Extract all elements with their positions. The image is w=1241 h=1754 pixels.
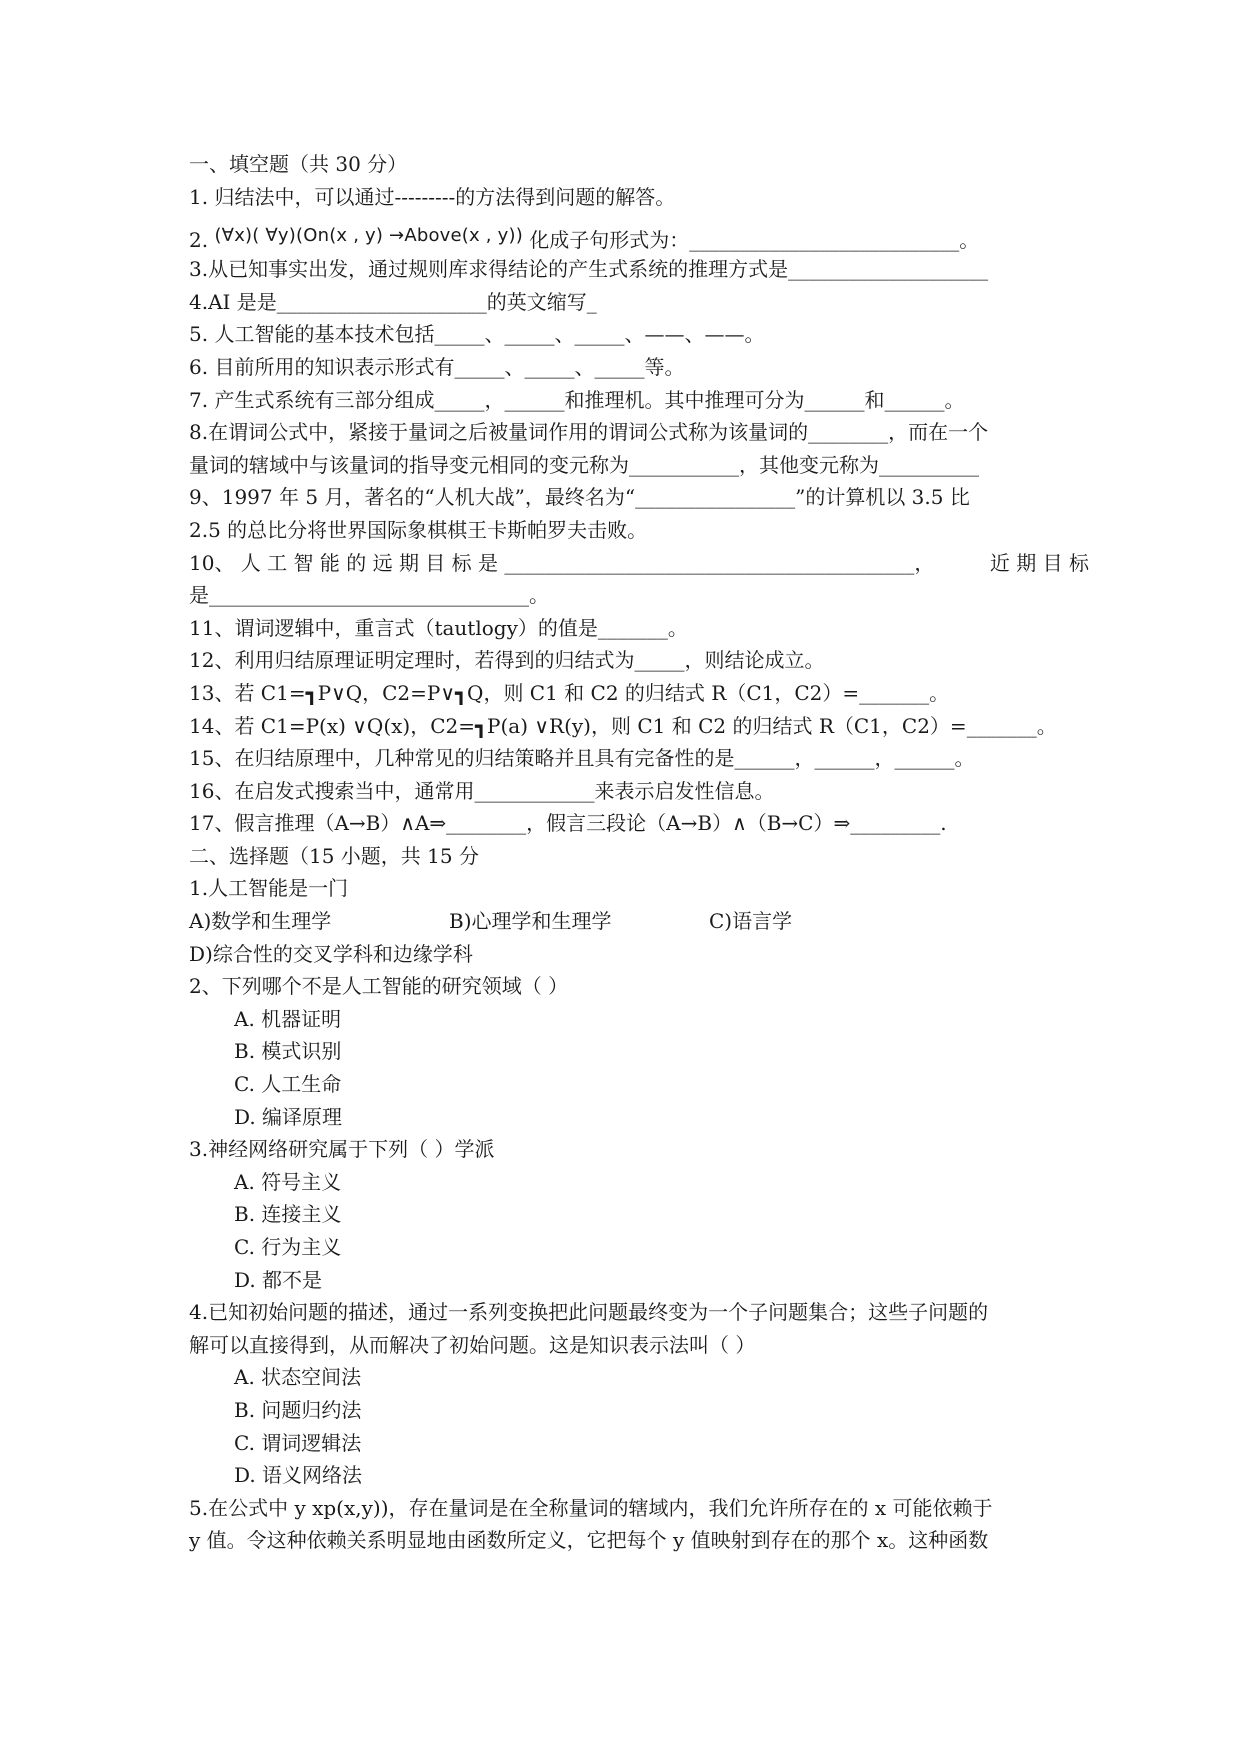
choice-4-option-d: D. 语义网络法 bbox=[234, 1463, 363, 1488]
choice-3-option-b: B. 连接主义 bbox=[234, 1202, 342, 1227]
choice-4-option-a: A. 状态空间法 bbox=[234, 1365, 362, 1390]
choice-2-option-d: D. 编译原理 bbox=[234, 1104, 343, 1129]
question-10-part-a: 10、 人 工 智 能 的 远 期 目 标 是 _________________________________________， bbox=[189, 550, 935, 575]
question-2-number: 2. bbox=[189, 228, 215, 253]
question-11: 11、谓词逻辑中，重言式（tautlogy）的值是_______。 bbox=[189, 615, 688, 640]
question-7: 7. 产生式系统有三部分组成_____，______和推理机。其中推理可分为______和______。 bbox=[189, 387, 965, 412]
question-5: 5. 人工智能的基本技术包括_____、_____、_____、——、——。 bbox=[189, 322, 765, 347]
choice-5-question-line-1: 5.在公式中 y xp(x,y))，存在量词是在全称量词的辖域内，我们允许所存在的 x 可能依赖于 bbox=[189, 1495, 993, 1520]
choice-4-option-c: C. 谓词逻辑法 bbox=[234, 1430, 362, 1455]
document-page bbox=[189, 148, 1089, 1557]
choice-1-option-d: D)综合性的交叉学科和边缘学科 bbox=[189, 941, 473, 966]
choice-1-question: 1.人工智能是一门 bbox=[189, 876, 349, 901]
question-9-line-1: 9、1997 年 5 月，著名的“人机大战”，最终名为“________________”的计算机以 3.5 比 bbox=[189, 485, 970, 510]
choice-3-option-a: A. 符号主义 bbox=[234, 1169, 342, 1194]
choice-3-option-d: D. 都不是 bbox=[234, 1267, 323, 1292]
choice-2-option-c: C. 人工生命 bbox=[234, 1072, 342, 1097]
question-2-text: 化成子句形式为：___________________________。 bbox=[529, 228, 980, 253]
section-title-fill-in: 一、填空题（共 30 分） bbox=[189, 152, 408, 176]
question-9-line-2: 2.5 的总比分将世界国际象棋棋王卡斯帕罗夫击败。 bbox=[189, 517, 648, 542]
choice-1-option-a: A)数学和生理学 bbox=[189, 909, 332, 934]
question-1: 1. 归结法中，可以通过---------的方法得到问题的解答。 bbox=[189, 184, 676, 209]
choice-5-question-line-2: y 值。令这种依赖关系明显地由函数所定义，它把每个 y 值映射到存在的那个 x。这种函数 bbox=[189, 1528, 989, 1553]
question-13: 13、若 C1=┓P∨Q，C2=P∨┓Q，则 C1 和 C2 的归结式 R（C1，C2）=_______。 bbox=[189, 680, 950, 705]
choice-2-option-a: A. 机器证明 bbox=[234, 1006, 342, 1031]
question-8-line-2: 量词的辖域中与该量词的指导变元相同的变元称为___________，其他变元称为__________ bbox=[189, 452, 979, 477]
choice-1-option-b: B)心理学和生理学 bbox=[449, 909, 612, 934]
choice-3-question: 3.神经网络研究属于下列（ ）学派 bbox=[189, 1137, 495, 1162]
choice-4-question-line-2: 解可以直接得到，从而解决了初始问题。这是知识表示法叫（ ） bbox=[189, 1332, 756, 1357]
question-14: 14、若 C1=P(x) ∨Q(x)，C2=┓P(a) ∨R(y)，则 C1 和 C2 的归结式 R（C1，C2）=_______。 bbox=[189, 713, 1057, 738]
choice-4-option-b: B. 问题归约法 bbox=[234, 1397, 362, 1422]
choice-1-option-c: C)语言学 bbox=[709, 909, 793, 934]
choice-3-option-c: C. 行为主义 bbox=[234, 1235, 342, 1259]
question-4: 4.AI 是是_____________________的英文缩写_ bbox=[189, 289, 597, 314]
question-10-line-1 bbox=[189, 547, 1089, 580]
question-2-formula: (∀x)( ∀y)(On(x , y) →Above(x , y)) bbox=[214, 225, 523, 247]
question-6: 6. 目前所用的知识表示形式有_____、_____、_____等。 bbox=[189, 354, 685, 379]
question-16: 16、在启发式搜索当中，通常用____________来表示启发性信息。 bbox=[189, 778, 775, 803]
question-17: 17、假言推理（A→B）∧A⇒________，假言三段论（A→B）∧（B→C）⇒_________. bbox=[189, 811, 947, 836]
choice-1-options bbox=[189, 905, 1089, 938]
question-8-line-1: 8.在谓词公式中，紧接于量词之后被量词作用的谓词公式称为该量词的________，而在一个 bbox=[189, 420, 989, 445]
question-3: 3.从已知事实出发，通过规则库求得结论的产生式系统的推理方式是____________________ bbox=[189, 257, 989, 282]
choice-2-option-b: B. 模式识别 bbox=[234, 1039, 342, 1064]
question-12: 12、利用归结原理证明定理时，若得到的归结式为_____，则结论成立。 bbox=[189, 648, 825, 673]
question-2 bbox=[189, 213, 1089, 253]
choice-2-question: 2、下列哪个不是人工智能的研究领域（ ） bbox=[189, 974, 569, 999]
section-title-choice: 二、选择题（15 小题，共 15 分 bbox=[189, 843, 479, 868]
question-15: 15、在归结原理中，几种常见的归结策略并且具有完备性的是______，______，______。 bbox=[189, 746, 975, 771]
question-10-part-b: 近 期 目 标 bbox=[989, 550, 1089, 575]
choice-4-question-line-1: 4.已知初始问题的描述，通过一系列变换把此问题最终变为一个子问题集合；这些子问题的 bbox=[189, 1300, 989, 1325]
question-10-line-2: 是________________________________。 bbox=[189, 583, 549, 608]
